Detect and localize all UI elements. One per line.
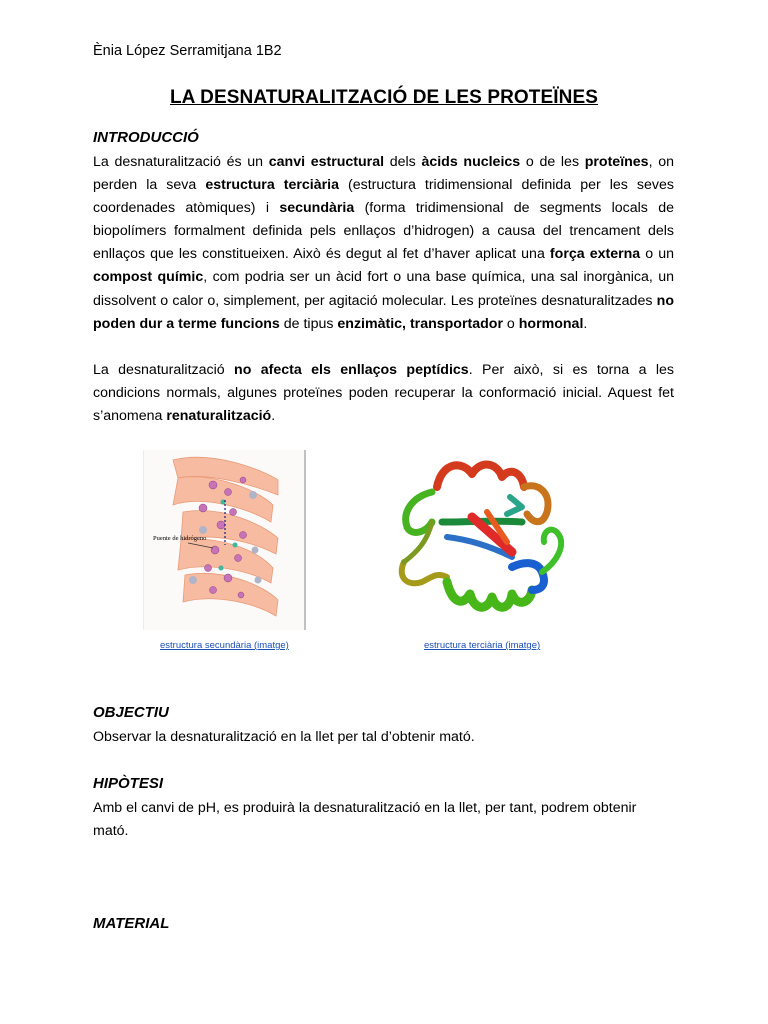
bold-term: canvi estructural [268,154,385,170]
text-run: . [271,408,276,425]
text-run: (estructura tridimensional definida per les seves coordenades atòmiques) i [93,177,674,217]
bold-term: enzimàtic, transportador [337,315,503,332]
bold-term: renaturalització [166,408,272,425]
text-run: o de les [520,154,585,170]
bold-term: secundària [279,200,355,217]
bold-term: estructura terciària [205,177,339,194]
text-run: o un [640,246,675,263]
tertiary-structure-image [392,452,572,622]
author-name: Ènia López Serramitjana 1B2 [93,43,282,59]
intro-paragraph-1 [93,151,674,336]
material-heading: MATERIAL [93,915,170,932]
bold-term: compost químic [93,269,204,286]
text-run: dels [384,154,422,170]
tertiary-structure-caption-link[interactable]: estructura terciària (imatge) [424,640,541,651]
secondary-structure-image [143,450,306,630]
bold-term: no afecta els enllaços peptídics [234,362,469,378]
text-run: de tipus [279,315,338,332]
bold-term: àcids nucleics [421,154,521,170]
hydrogen-bond-label: Puente de hidrógeno [153,535,207,542]
bold-term: força externa [549,246,641,263]
text-run: , com podria ser un àcid fort o una base química, una sal inorgànica, un dissolvent o calor o, simplement, per agitació molecular. Les proteïnes desnaturalitzades [93,269,674,309]
bold-term: proteïnes [584,154,649,170]
text-run: o [502,315,519,332]
text-run: La desnaturalització és un [93,154,269,170]
intro-heading: INTRODUCCIÓ [93,129,199,146]
text-run: La desnaturalització [93,362,235,378]
objective-heading: OBJECTIU [93,704,169,721]
objective-text: Observar la desnaturalització en la llet per tal d’obtenir mató. [93,729,475,745]
hypothesis-text-line-2: mató. [93,823,129,839]
intro-paragraph-2 [93,359,674,428]
page-title: LA DESNATURALITZACIÓ DE LES PROTEÏNES [169,87,599,108]
text-run: (forma tridimensional de segments locals de biopolímers formalment definida pels enllaços d’hidrogen) a causa del trencament dels enllaços que les constitueixen. Això és degut al fet d’haver aplicat una [93,200,675,263]
hypothesis-heading: HIPÒTESI [93,775,164,792]
text-run: . [583,315,588,332]
hypothesis-text-line-1: Amb el canvi de pH, es produirà la desnaturalització en la llet, per tant, podrem obtenir [93,800,637,816]
bold-term: no poden dur a terme funcions [93,292,674,332]
bold-term: hormonal [518,315,584,332]
text-run: , on perden la seva [93,154,674,194]
secondary-structure-caption-link[interactable]: estructura secundària (imatge) [160,640,289,651]
text-run: . Per això, si es torna a les condicions normals, algunes proteïnes poden recuperar la conformació inicial. Aquest fet s’anomena [93,362,674,425]
